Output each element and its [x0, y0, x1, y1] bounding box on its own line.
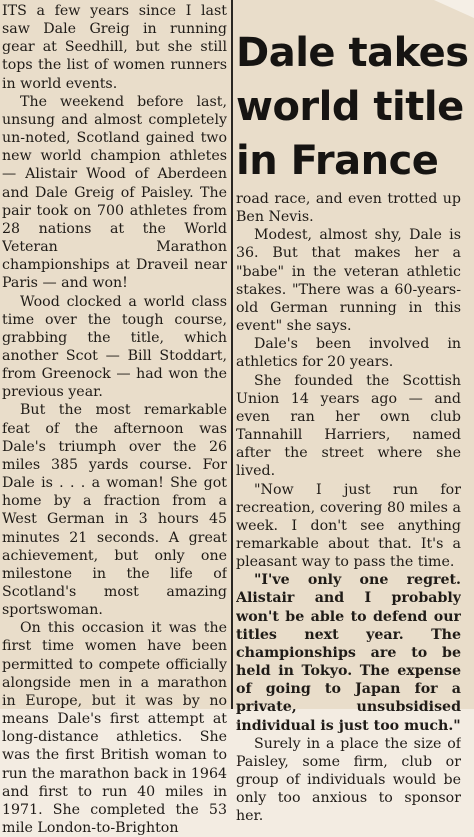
paragraph-first-time: On this occasion it was the first time women have been permitted to compete officially alongside men in a marathon in Europe, but it was by no means Dale's first attempt at long-distance athletics. She was the first British woman to run the marathon back in 1964 and first to run 40 miles in 1971. She completed the 53 mile London-to-Brighton: [2, 620, 227, 837]
right-column: [236, 190, 461, 825]
paragraph-continued: road race, and even trotted up Ben Nevis.: [236, 191, 461, 226]
paragraph-modest: Modest, almost shy, Dale is 36. But that makes her a "babe" in the veteran athletic stakes. "There was a 60-years-old German running in this event" she says.: [236, 227, 461, 335]
paragraph-founded: She founded the Scottish Union 14 years ago — and even ran her own club Tannahill Harriers, named after the street where she lived.: [236, 372, 461, 480]
paragraph-involved: Dale's been involved in athletics for 20 years.: [236, 336, 461, 371]
paragraph-recreation: "Now I just run for recreation, covering 80 miles a week. I don't see anything remarkable about that. It's a pleasant way to pass the time.: [236, 481, 461, 571]
paragraph-sponsor: Surely in a place the size of Paisley, some firm, club or group of individuals would be only too anxious to sponsor her.: [236, 735, 461, 825]
headline-line-1: Dale takes: [236, 30, 469, 76]
headline-line-3: in France: [236, 138, 439, 184]
paragraph-intro: ITS a few years since I last saw Dale Greig in running gear at Seedhill, but she still tops the list of women runners in world events.: [2, 3, 227, 92]
torn-corner: [434, 0, 474, 18]
paragraph-wood: Wood clocked a world class time over the tough course, grabbing the title, which another Scot — Bill Stoddart, from Greenock — had won the previous year.: [2, 293, 227, 401]
column-rule: [231, 0, 233, 709]
headline-line-2: world title: [236, 84, 464, 130]
paragraph-dale-triumph: But the most remarkable feat of the afternoon was Dale's triumph over the 26 miles 385 yards course. For Dale is . . . a woman! She got home by a fraction from a West German in 3 hours 45 minutes 21 seconds. A great achievement, but only one milestone in the life of Scotland's most amazing sportswoman.: [2, 402, 227, 619]
headline: [236, 26, 468, 188]
paragraph-regret: "I've only one regret. Alistair and I probably won't be able to defend our titles next year. The championships are to be held in Tokyo. The expense of going to Japan for a private, unsubsidised individual is just too much.": [236, 572, 461, 734]
left-column: [2, 2, 227, 837]
paragraph-champions: The weekend before last, unsung and almost completely un-noted, Scotland gained two new world champion athletes — Alistair Wood of Aberdeen and Dale Greig of Paisley. The pair took on 700 athletes from 28 nations at the World Veteran Marathon championships at Draveil near Paris — and won!: [2, 93, 227, 292]
